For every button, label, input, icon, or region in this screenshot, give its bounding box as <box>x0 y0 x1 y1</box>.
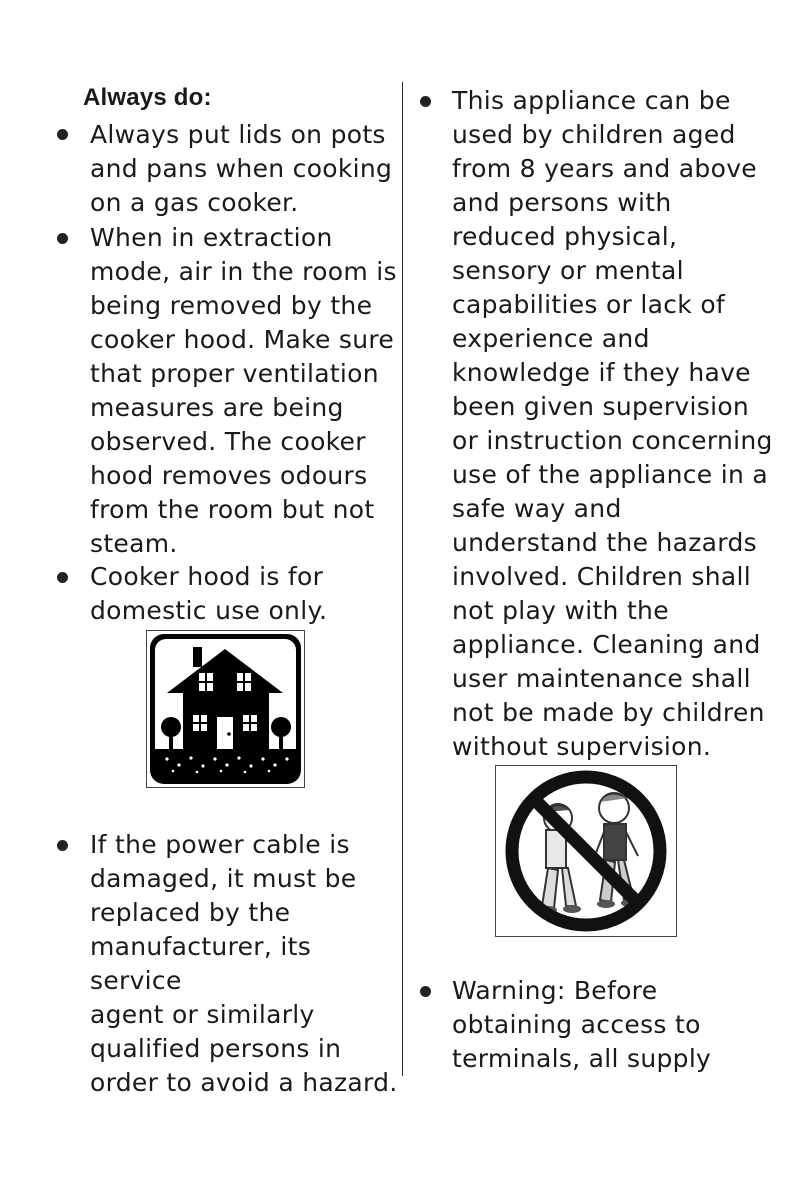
always-do-heading: Always do: <box>83 84 212 111</box>
bullet-icon <box>57 840 68 851</box>
instruction-children-use: This appliance can be used by children aged from 8 years and above and persons with reduced physical, sensory or mental capabilities or lack of experience and knowledge if they have been given supervision or instruction concerning use of the appliance in a safe way and understand the hazards involved. Children shall not play with the appliance. Cleaning and user maintenance shall not be made by children without supervision. <box>452 86 773 761</box>
instruction-lids: Always put lids on pots and pans when cooking on a gas cooker. <box>90 120 393 217</box>
no-children-playing-icon <box>495 765 677 937</box>
warning-terminals: Warning: Before obtaining access to terminals, all supply <box>452 976 712 1073</box>
bullet-icon <box>57 233 68 244</box>
bullet-icon <box>57 129 68 140</box>
column-divider <box>402 82 403 1076</box>
bullet-icon <box>420 986 431 997</box>
instruction-power-cable: If the power cable is damaged, it must be replaced by the manufacturer, its service agent or similarly qualified persons in order to avoid a hazard. <box>90 830 398 1097</box>
instruction-ventilation: When in extraction mode, air in the room is being removed by the cooker hood. Make sure that proper ventilation measures are being observed. The cooker hood removes odours from the room but not steam. <box>90 223 397 558</box>
bullet-icon <box>420 96 431 107</box>
domestic-house-icon <box>146 630 305 788</box>
bullet-icon <box>57 572 68 583</box>
instruction-domestic-use: Cooker hood is for domestic use only. <box>90 562 328 625</box>
